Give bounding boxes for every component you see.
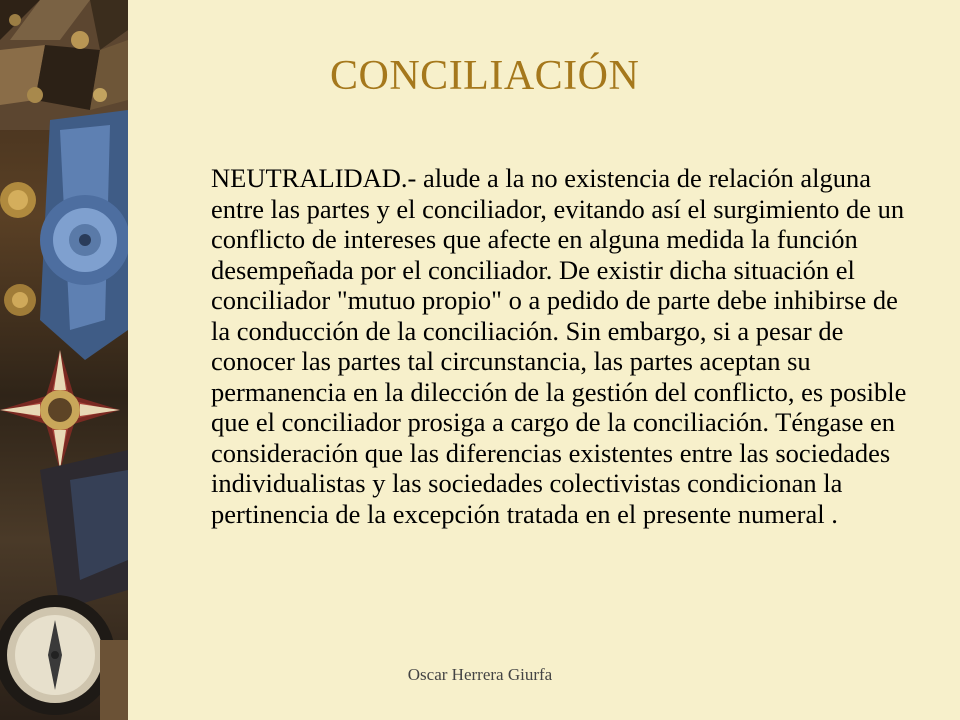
slide-footer-author: Oscar Herrera Giurfa — [407, 665, 553, 684]
slide-title: CONCILIACIÓN — [330, 53, 640, 99]
medal-collage-image — [0, 0, 128, 720]
slide-body-text: NEUTRALIDAD.- alude a la no existencia de relación alguna entre las partes y el conciliador, evitando así el surgimiento de un conflicto de intereses que afecte en alguna medida la función desempeñada por el conciliador. De existir dicha situación el conciliador "mutuo propio" o a pedido de parte debe inhibirse de la conducción de la conciliación. Sin embargo, si a pesar de conocer las partes tal circunstancia, las partes aceptan su permanencia en la dilección de la gestión del conflicto, es posible que el conciliador prosiga a cargo de la conciliación. Téngase en consideración que las diferencias existentes entre las sociedades individualistas y las sociedades colectivistas condicionan la pertinencia de la excepción tratada en el presente numeral . — [211, 163, 907, 529]
